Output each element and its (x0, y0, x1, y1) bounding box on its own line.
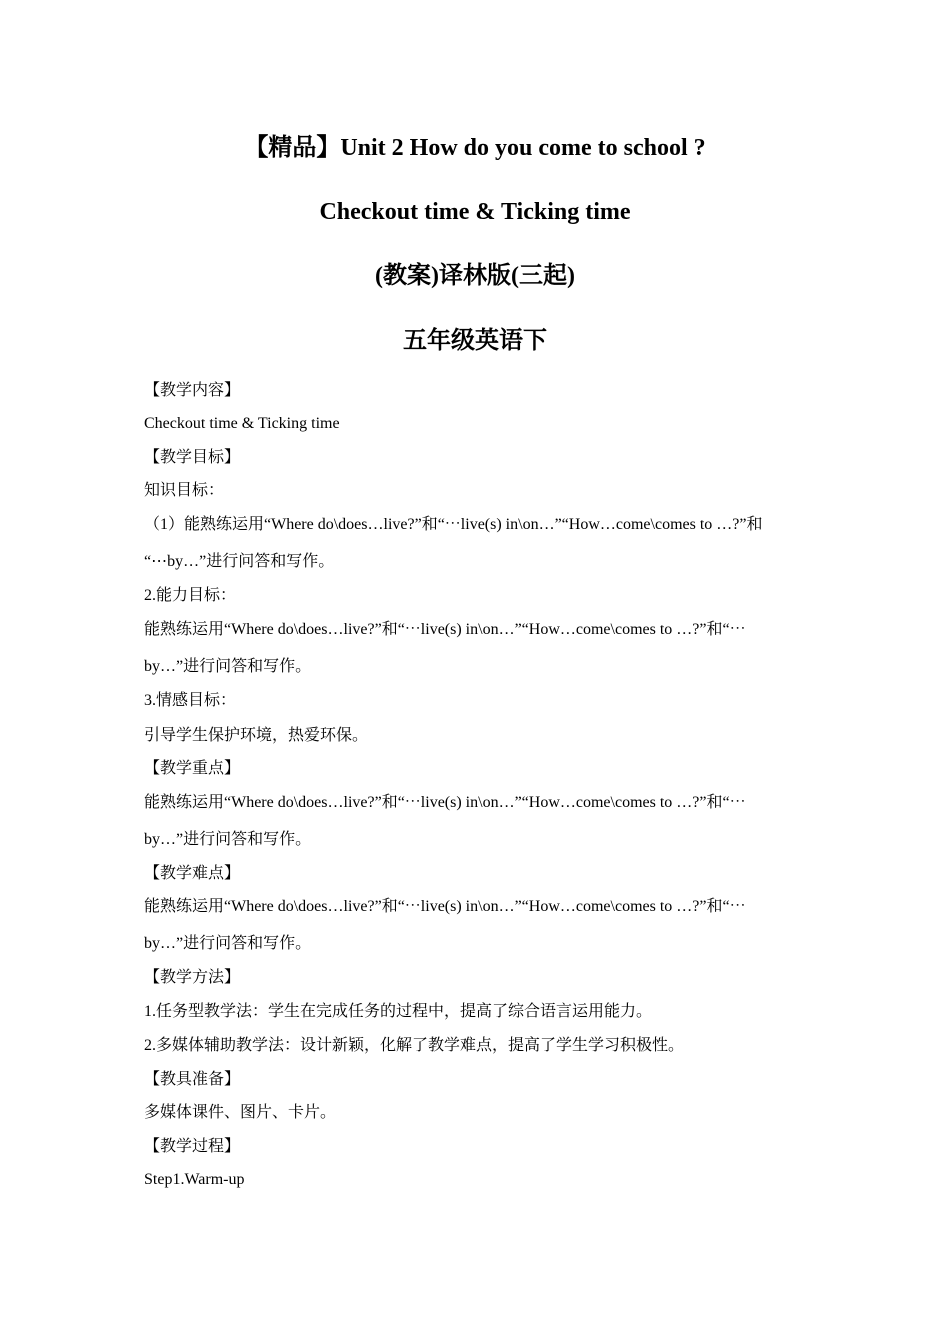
document-grade: 五年级英语下 (403, 328, 547, 354)
paragraph-line: 1.任务型教学法：学生在完成任务的过程中，提高了综合语言运用能力。 (144, 1003, 653, 1020)
paragraph-line: （1）能熟练运用“Where do\does…live?”和“⋯live(s) in\on…”“How…come\comes to …?”和 (144, 516, 763, 533)
paragraph-line: 能熟练运用“Where do\does…live?”和“⋯live(s) in\on…”“How…come\comes to …?”和“⋯ (144, 794, 746, 811)
paragraph-line: 引导学生保护环境，热爱环保。 (144, 727, 369, 744)
paragraph-line: 2.多媒体辅助教学法：设计新颖，化解了教学难点，提高了学生学习积极性。 (144, 1037, 685, 1054)
paragraph-line: Checkout time & Ticking time (144, 415, 340, 432)
section-heading-objectives: 【教学目标】 (144, 449, 241, 466)
paragraph-line: Step1.Warm-up (144, 1171, 245, 1188)
paragraph-line: by…”进行问答和写作。 (144, 831, 312, 848)
paragraph-line: “⋯by…”进行问答和写作。 (144, 553, 335, 570)
paragraph-line: 能熟练运用“Where do\does…live?”和“⋯live(s) in\on…”“How…come\comes to …?”和“⋯ (144, 621, 746, 638)
paragraph-line: 能熟练运用“Where do\does…live?”和“⋯live(s) in\on…”“How…come\comes to …?”和“⋯ (144, 898, 746, 915)
section-heading-materials: 【教具准备】 (144, 1071, 241, 1088)
paragraph-line: by…”进行问答和写作。 (144, 658, 312, 675)
section-heading-methods: 【教学方法】 (144, 969, 241, 986)
paragraph-line: by…”进行问答和写作。 (144, 935, 312, 952)
section-heading-process: 【教学过程】 (144, 1138, 241, 1155)
paragraph-line: 2.能力目标： (144, 587, 237, 604)
document-title: 【精品】Unit 2 How do you come to school ? (244, 135, 706, 161)
section-heading-difficulties: 【教学难点】 (144, 865, 241, 882)
section-heading-key-points: 【教学重点】 (144, 760, 241, 777)
document-subtitle: Checkout time & Ticking time (319, 199, 631, 225)
document-edition: (教案)译林版(三起) (375, 263, 575, 289)
paragraph-line: 多媒体课件、图片、卡片。 (144, 1104, 337, 1121)
paragraph-line: 3.情感目标： (144, 692, 237, 709)
paragraph-line: 知识目标： (144, 482, 225, 499)
section-heading-content: 【教学内容】 (144, 382, 241, 399)
